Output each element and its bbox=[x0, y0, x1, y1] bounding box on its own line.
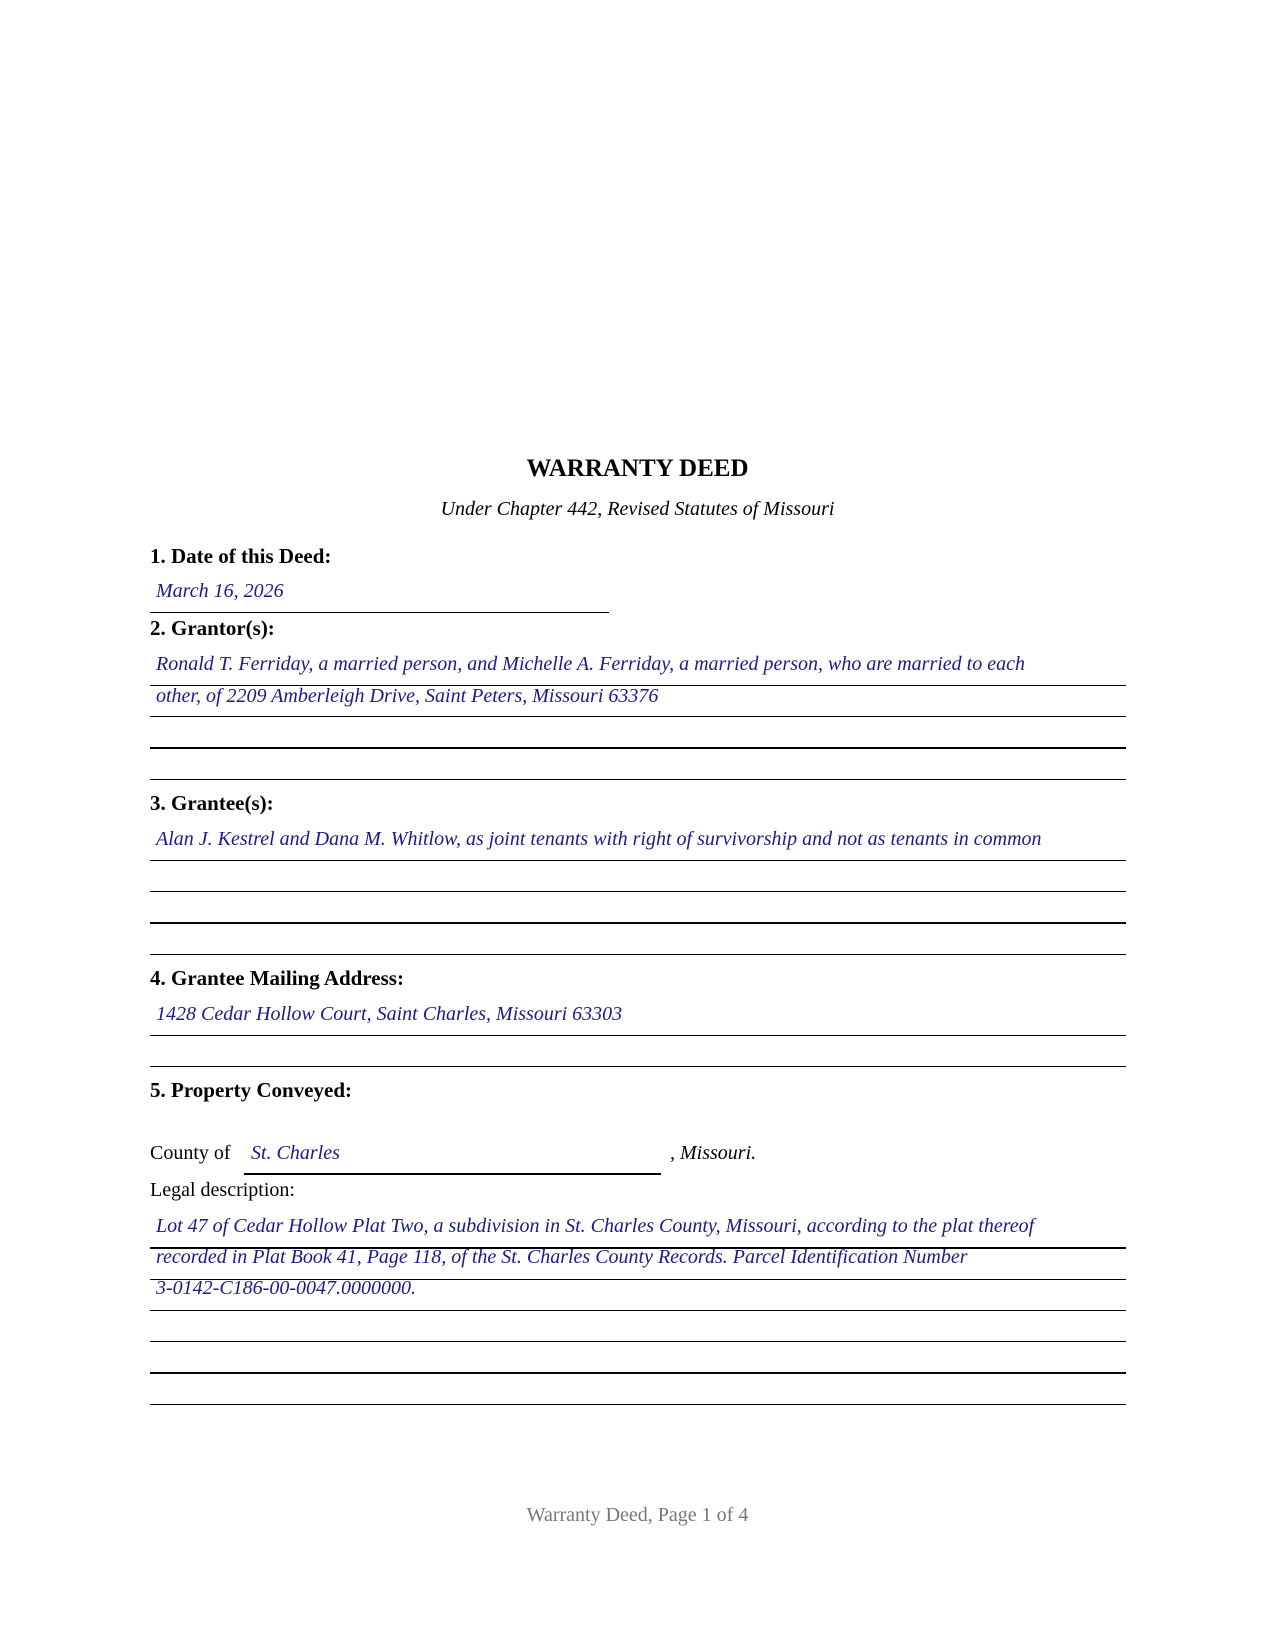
county-suffix: , Missouri. bbox=[670, 1142, 757, 1164]
grantee-field-line-1 bbox=[150, 860, 1126, 861]
legal-field-line-5 bbox=[150, 1372, 1126, 1374]
section-grantor-heading: 2. Grantor(s): bbox=[150, 616, 275, 640]
document-subtitle: Under Chapter 442, Revised Statutes of Missouri bbox=[440, 498, 835, 520]
grantee-field-line-3 bbox=[150, 922, 1126, 924]
county-value: St. Charles bbox=[251, 1142, 340, 1164]
legal-line-3: 3-0142-C186-00-0047.0000000. bbox=[156, 1277, 416, 1299]
address-field-line-1 bbox=[150, 1035, 1126, 1036]
grantee-field-line-2 bbox=[150, 891, 1126, 892]
grantor-field-line-3 bbox=[150, 747, 1126, 749]
date-field-line bbox=[150, 612, 609, 613]
legal-line-2: recorded in Plat Book 41, Page 118, of the St. Charles County Records. Parcel Identification Number bbox=[156, 1246, 968, 1268]
legal-field-line-3 bbox=[150, 1310, 1126, 1311]
grantee-address-line-1: 1428 Cedar Hollow Court, Saint Charles, Missouri 63303 bbox=[156, 1003, 623, 1025]
legal-field-line-4 bbox=[150, 1341, 1126, 1342]
address-field-line-2 bbox=[150, 1066, 1126, 1067]
grantor-field-line-4 bbox=[150, 779, 1126, 780]
legal-line-1: Lot 47 of Cedar Hollow Plat Two, a subdivision in St. Charles County, Missouri, according to the plat thereof bbox=[156, 1215, 1035, 1237]
county-label: County of bbox=[150, 1142, 231, 1164]
grantee-line-1: Alan J. Kestrel and Dana M. Whitlow, as joint tenants with right of survivorship and not as tenants in common bbox=[156, 828, 1042, 850]
grantee-field-line-4 bbox=[150, 954, 1126, 955]
section-property-heading: 5. Property Conveyed: bbox=[150, 1078, 352, 1102]
grantor-field-line-2 bbox=[150, 716, 1126, 717]
county-field-line bbox=[244, 1173, 661, 1175]
section-date-heading: 1. Date of this Deed: bbox=[150, 544, 332, 568]
section-grantee-heading: 3. Grantee(s): bbox=[150, 791, 274, 815]
grantor-line-1: Ronald T. Ferriday, a married person, and Michelle A. Ferriday, a married person, who are married to each bbox=[156, 653, 1025, 675]
grantor-line-2: other, of 2209 Amberleigh Drive, Saint Peters, Missouri 63376 bbox=[156, 685, 659, 707]
legal-description-label: Legal description: bbox=[150, 1179, 295, 1201]
section-address-heading: 4. Grantee Mailing Address: bbox=[150, 966, 404, 990]
date-value: March 16, 2026 bbox=[156, 580, 284, 602]
page-footer: Warranty Deed, Page 1 of 4 bbox=[526, 1504, 749, 1526]
legal-field-line-6 bbox=[150, 1404, 1126, 1405]
document-title: WARRANTY DEED bbox=[526, 455, 749, 482]
